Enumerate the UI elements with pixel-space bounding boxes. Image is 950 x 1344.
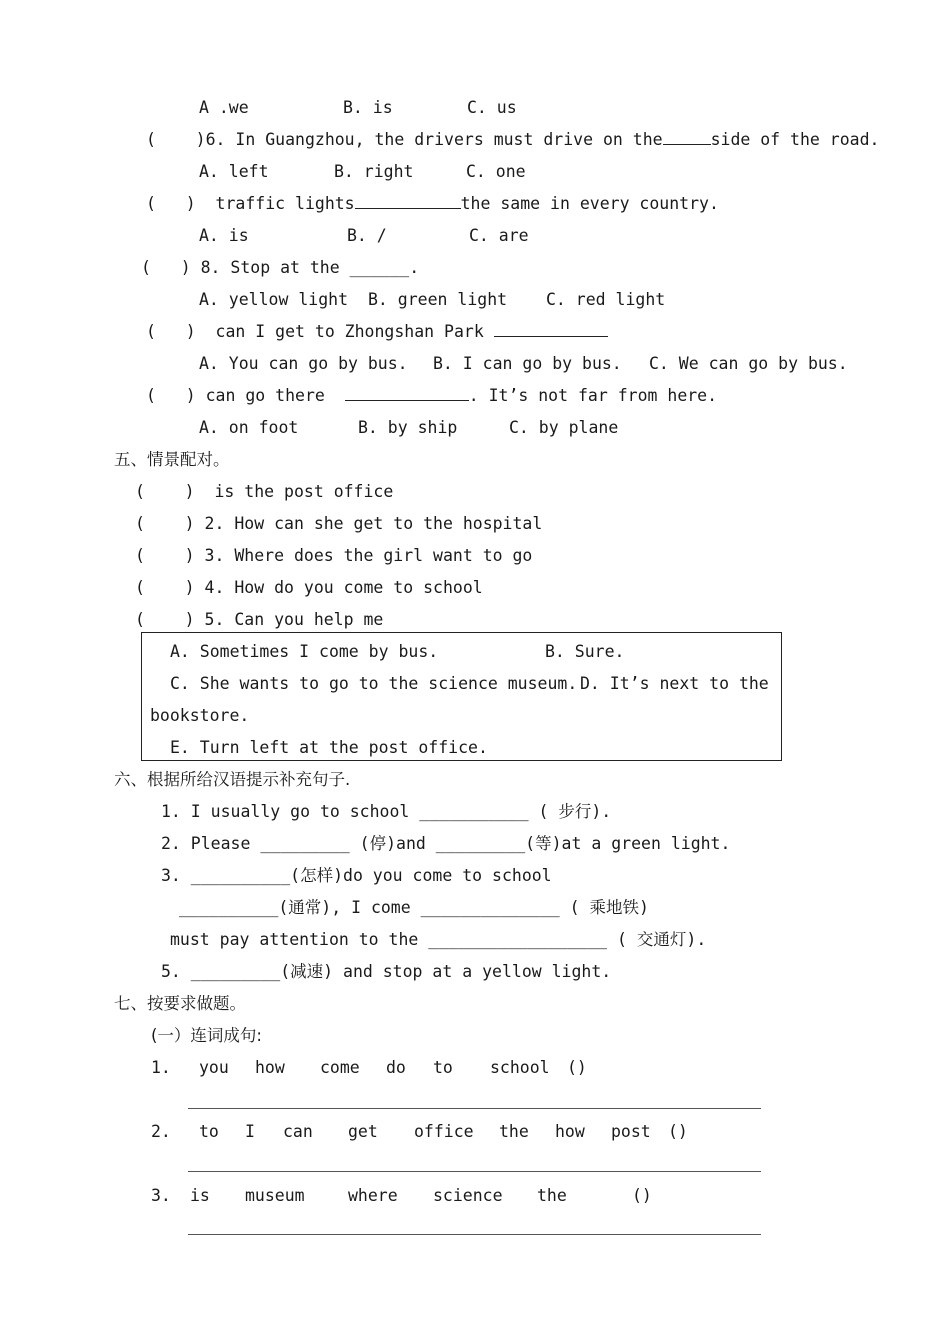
word: you	[199, 1058, 229, 1077]
word: post	[611, 1122, 651, 1141]
option-a: A. is	[199, 226, 249, 245]
sub-heading: (一）连词成句:	[151, 1026, 262, 1045]
option-b: B. /	[347, 226, 387, 245]
word: get	[348, 1122, 378, 1141]
answer-blank	[494, 322, 608, 337]
word: school	[490, 1058, 550, 1077]
answer-paren: ( )	[146, 386, 196, 405]
answer-line	[188, 1108, 761, 1109]
option-c: C. red light	[546, 290, 666, 309]
option-a: A. yellow light	[199, 290, 349, 309]
word: where	[348, 1186, 398, 1205]
word: I	[245, 1122, 255, 1141]
question-number: 2.	[151, 1122, 171, 1141]
word: to	[199, 1122, 219, 1141]
option-b: B. by ship	[358, 418, 458, 437]
word: science	[433, 1186, 503, 1205]
answer-paren: ( )	[146, 194, 196, 213]
answer-blank	[355, 194, 461, 209]
option-a: A. left	[199, 162, 269, 181]
match-item: ( ) 4. How do you come to school	[135, 578, 483, 597]
question-number: 1.	[151, 1058, 171, 1077]
fill-sentence-3b: __________(通常), I come ______________ ( 乘地铁)	[179, 898, 649, 917]
question-7: ( ) traffic lights the same in every country.	[146, 194, 719, 213]
fill-sentence-5: 5. _________(减速) and stop at a yellow light.	[161, 962, 612, 981]
word: the	[499, 1122, 529, 1141]
word: ()	[632, 1186, 652, 1205]
question-10: ( ) can go there . It’s not far from here.	[146, 386, 718, 405]
fill-sentence-1: 1. I usually go to school ___________ ( 步行).	[161, 802, 612, 821]
answer-option-b: B. Sure.	[545, 642, 625, 661]
fill-sentence-4: must pay attention to the __________________ ( 交通灯).	[170, 930, 707, 949]
answer-option-a: A. Sometimes I come by bus.	[170, 642, 439, 661]
word: office	[414, 1122, 474, 1141]
option-c: C. by plane	[509, 418, 619, 437]
word: ()	[668, 1122, 688, 1141]
question-9: ( ) can I get to Zhongshan Park	[146, 322, 608, 342]
option-b: B. I can go by bus.	[433, 354, 622, 373]
option-b: B. green light	[368, 290, 508, 309]
option-c: C. are	[469, 226, 529, 245]
fill-sentence-2: 2. Please _________ (停)and _________(等)at a green light.	[161, 834, 731, 853]
answer-blank	[663, 130, 711, 145]
section-heading: 五、情景配对。	[114, 450, 230, 469]
answer-line	[188, 1234, 761, 1235]
word: how	[255, 1058, 285, 1077]
option-b: B. is	[343, 98, 393, 117]
option-a: A. on foot	[199, 418, 299, 437]
section-heading: 六、根据所给汉语提示补充句子.	[114, 770, 351, 789]
word: how	[555, 1122, 585, 1141]
word: the	[537, 1186, 567, 1205]
word: come	[320, 1058, 360, 1077]
answer-option-d: D. It’s next to the	[580, 674, 769, 693]
option-c: C. We can go by bus.	[649, 354, 848, 373]
option-c: C. one	[466, 162, 526, 181]
option-c: C. us	[467, 98, 517, 117]
match-item: ( ) 5. Can you help me	[135, 610, 384, 629]
answer-option-e: E. Turn left at the post office.	[170, 738, 488, 757]
option-a: A .we	[199, 98, 249, 117]
match-item: ( ) 3. Where does the girl want to go	[135, 546, 533, 565]
word: do	[386, 1058, 406, 1077]
answer-paren: ( )	[146, 130, 206, 149]
answer-option-d-cont: bookstore.	[150, 706, 250, 725]
section-heading: 七、按要求做题。	[114, 994, 246, 1013]
match-item: ( ) is the post office	[135, 482, 394, 501]
option-b: B. right	[334, 162, 414, 181]
question-number: 3.	[151, 1186, 171, 1205]
option-a: A. You can go by bus.	[199, 354, 408, 373]
word: is	[190, 1186, 210, 1205]
answer-blank	[345, 386, 469, 401]
word: museum	[245, 1186, 305, 1205]
answer-paren: ( )	[146, 322, 196, 341]
word: ()	[567, 1058, 587, 1077]
answer-line	[188, 1171, 761, 1172]
word: can	[283, 1122, 313, 1141]
word: to	[433, 1058, 453, 1077]
match-item: ( ) 2. How can she get to the hospital	[135, 514, 543, 533]
question-6: ( )6. In Guangzhou, the drivers must drive on the side of the road.	[146, 130, 880, 149]
fill-sentence-3: 3. __________(怎样)do you come to school	[161, 866, 552, 885]
answer-option-c: C. She wants to go to the science museum.	[170, 674, 578, 693]
question-8: ( ) 8. Stop at the ______.	[141, 258, 420, 277]
